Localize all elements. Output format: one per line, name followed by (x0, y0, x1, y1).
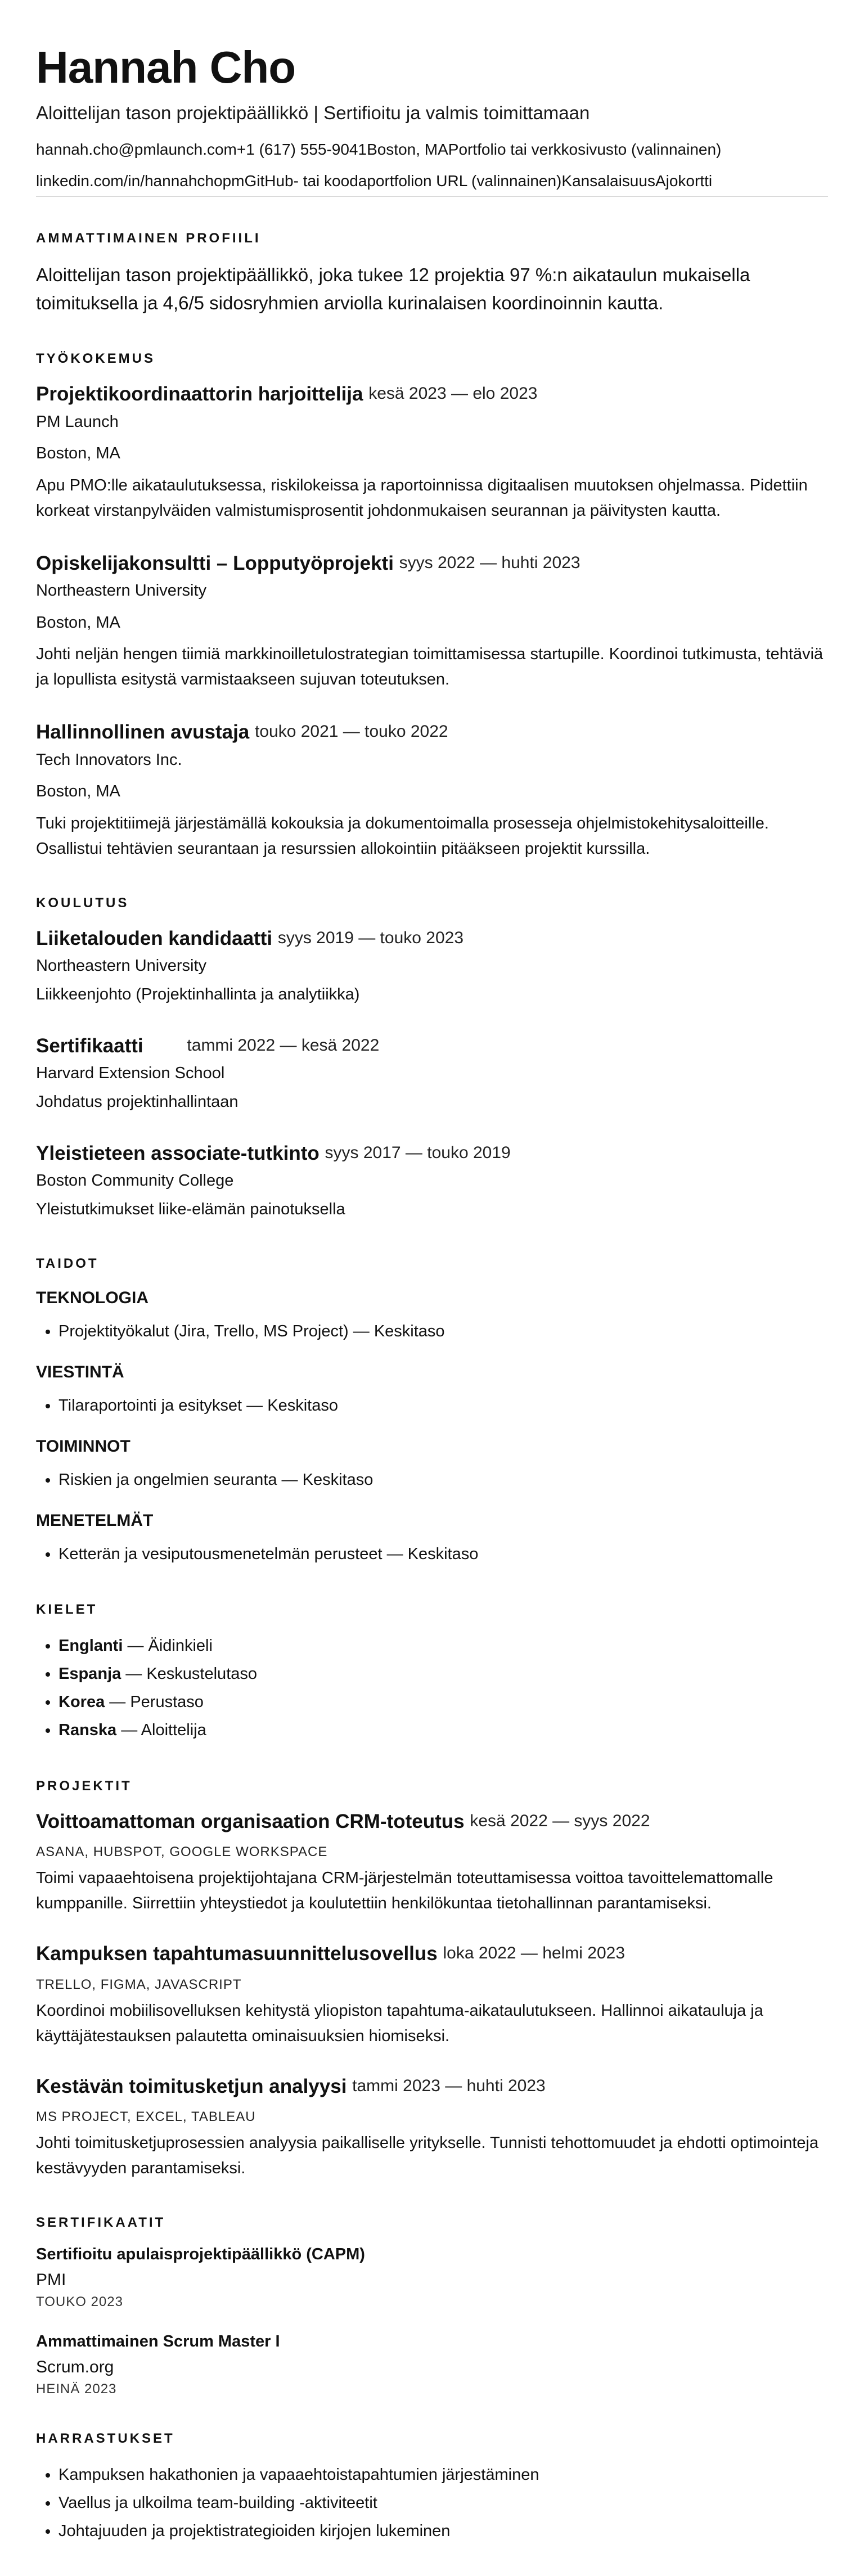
languages-section-title: KIELET (36, 1602, 98, 1618)
education-entry (36, 1033, 828, 1115)
certification-issuer: PMI (36, 2271, 66, 2290)
job-dates: kesä 2023 — elo 2023 (368, 384, 538, 403)
profile-section (36, 231, 828, 317)
language-level: — Perustaso (105, 1693, 204, 1712)
skill-list (36, 1541, 828, 1569)
job-title: Projektikoordinaattorin harjoittelija (36, 383, 363, 406)
language-name: Ranska (58, 1721, 117, 1740)
header-divider (36, 196, 828, 197)
employer: PM Launch (36, 412, 119, 431)
job-dates: syys 2022 — huhti 2023 (399, 553, 580, 572)
projects-section-title: PROJEKTIT (36, 1778, 132, 1794)
certifications-section (36, 2215, 828, 2397)
candidate-headline: Aloittelijan tason projektipäällikkö | Sertifioitu ja valmis toimittamaan (36, 102, 590, 123)
skills-section-title: TAIDOT (36, 1255, 99, 1271)
skill-category-title: MENETELMÄT (36, 1511, 154, 1530)
language-name: Englanti (58, 1637, 123, 1655)
skill-item: • Riskien ja ongelmien seuranta — Keskitaso (58, 1466, 828, 1494)
resume-header (36, 44, 828, 197)
job-location: Boston, MA (36, 613, 120, 632)
github-link[interactable]: GitHub- tai koodaportfolion URL (valinnainen) (244, 172, 562, 190)
phone-number[interactable]: +1 (617) 555-9041 (236, 140, 367, 158)
job-description: Tuki projektitiimejä järjestämällä kokouksia ja dokumentoimalla prosesseja ohjelmistokehitysaloitteille. Osallistui tehtävien seurantaan ja resurssien allokointiin pitääkseen projektit kurssilla. (36, 814, 769, 858)
job-description: Apu PMO:lle aikataulutuksessa, riskilokeissa ja raportoinnissa digitaalisen muutoksen ohjelmassa. Pidettiin korkeat virstanpylväiden valmistumisprosentit johdonmukaisen seurannan ja päivitysten kautta. (36, 476, 808, 520)
experience-section (36, 351, 828, 862)
project-dates: kesä 2022 — syys 2022 (470, 1811, 650, 1830)
portfolio-link[interactable]: Portfolio tai verkkosivusto (valinnainen) (448, 140, 722, 158)
hobby-item: • Johtajuuden ja projektistrategioiden kirjojen lukeminen (58, 2518, 828, 2546)
project-description: Koordinoi mobiilisovelluksen kehitystä yliopiston tapahtuma-aikataulutukseen. Hallinnoi aikatauluja ja käyttäjätestauksen palautetta ominaisuuksien hiomiseksi. (36, 2001, 763, 2045)
profile-section-title: AMMATTIMAINEN PROFIILI (36, 230, 261, 246)
hobby-item: • Kampuksen hakathonien ja vapaaehtoistapahtumien järjestäminen (58, 2461, 828, 2489)
project-title: Kestävän toimitusketjun analyysi (36, 2075, 347, 2097)
project-description: Johti toimitusketjuprosessien analyysia paikalliselle yritykselle. Tunnisti tehottomuudet ja ehdotti optimointeja kestävyyden parantamiseksi. (36, 2134, 819, 2178)
skill-category-title: TOIMINNOT (36, 1436, 130, 1456)
language-item (58, 1632, 828, 1660)
job-title: Opiskelijakonsultti – Lopputyöprojekti (36, 552, 394, 574)
education-entry (36, 926, 828, 1007)
institution: Boston Community College (36, 1172, 234, 1190)
field-of-study: Yleistutkimukset liike-elämän painotuksella (36, 1200, 345, 1219)
certification-date: HEINÄ 2023 (36, 2381, 117, 2397)
contact-line-2 (36, 169, 828, 193)
languages-section (36, 1602, 828, 1745)
job-location: Boston, MA (36, 782, 120, 801)
project-dates: loka 2022 — helmi 2023 (443, 1944, 626, 1963)
certification-name: Ammattimainen Scrum Master I (36, 2332, 280, 2351)
experience-entry (36, 381, 828, 524)
drivers-license-text: Ajokortti (655, 172, 713, 190)
project-tech-stack: MS PROJECT, EXCEL, TABLEAU (36, 2109, 256, 2125)
employer: Tech Innovators Inc. (36, 750, 182, 769)
linkedin-link[interactable]: linkedin.com/in/hannahchopm (36, 172, 245, 190)
contact-line-1 (36, 138, 828, 161)
certification-entry (36, 2245, 828, 2310)
language-level: — Aloittelija (116, 1721, 206, 1740)
employer: Northeastern University (36, 582, 206, 600)
skills-section (36, 1256, 828, 1569)
certification-date: TOUKO 2023 (36, 2294, 123, 2310)
candidate-name: Hannah Cho (36, 42, 296, 92)
language-name: Korea (58, 1693, 105, 1712)
language-name: Espanja (58, 1665, 122, 1683)
job-title: Hallinnollinen avustaja (36, 721, 250, 744)
degree-title: Liiketalouden kandidaatti (36, 927, 273, 949)
field-of-study: Johdatus projektinhallintaan (36, 1093, 238, 1111)
hobbies-section (36, 2431, 828, 2546)
education-section (36, 895, 828, 1222)
language-level: — Äidinkieli (123, 1637, 213, 1655)
education-dates: tammi 2022 — kesä 2022 (187, 1035, 380, 1055)
job-location: Boston, MA (36, 444, 120, 463)
citizenship-text: Kansalaisuus (561, 172, 655, 190)
language-list (36, 1632, 828, 1745)
skill-list (36, 1318, 828, 1346)
experience-section-title: TYÖKOKEMUS (36, 351, 156, 367)
field-of-study: Liikkeenjohto (Projektinhallinta ja analytiikka) (36, 985, 360, 1003)
language-item (58, 1717, 828, 1745)
project-entry (36, 1809, 828, 1916)
education-dates: syys 2017 — touko 2019 (325, 1143, 511, 1162)
institution: Northeastern University (36, 957, 206, 975)
hobbies-section-title: HARRASTUKSET (36, 2431, 175, 2447)
job-description: Johti neljän hengen tiimiä markkinoilletulostrategian toimittamisessa startupille. Koordinoi tutkimusta, tehtäviä ja lopullista esitystä varmistaakseen sujuvan toteutuksen. (36, 645, 824, 689)
skill-category-title: TEKNOLOGIA (36, 1288, 148, 1307)
project-dates: tammi 2023 — huhti 2023 (352, 2076, 546, 2095)
project-tech-stack: ASANA, HUBSPOT, GOOGLE WORKSPACE (36, 1844, 328, 1860)
skill-item: • Projektityökalut (Jira, Trello, MS Project) — Keskitaso (58, 1318, 828, 1346)
job-dates: touko 2021 — touko 2022 (255, 722, 448, 741)
project-entry (36, 2074, 828, 2181)
project-entry (36, 1941, 828, 2048)
education-dates: syys 2019 — touko 2023 (277, 928, 464, 947)
projects-section (36, 1778, 828, 2181)
skill-category-title: VIESTINTÄ (36, 1362, 124, 1381)
degree-title: Yleistieteen associate-tutkinto (36, 1142, 320, 1164)
degree-title: Sertifikaatti (36, 1034, 143, 1057)
certification-issuer: Scrum.org (36, 2358, 114, 2377)
project-title: Kampuksen tapahtumasuunnittelusovellus (36, 1943, 438, 1965)
project-tech-stack: TRELLO, FIGMA, JAVASCRIPT (36, 1976, 242, 1992)
experience-entry (36, 719, 828, 862)
education-section-title: KOULUTUS (36, 895, 129, 911)
skill-item: • Ketterän ja vesiputousmenetelmän perusteet — Keskitaso (58, 1541, 828, 1569)
language-item (58, 1660, 828, 1688)
language-level: — Keskustelutaso (121, 1665, 258, 1683)
skill-item: • Tilaraportointi ja esitykset — Keskitaso (58, 1392, 828, 1420)
education-entry (36, 1141, 828, 1222)
location-text: Boston, MA (367, 140, 448, 158)
certifications-section-title: SERTIFIKAATIT (36, 2215, 166, 2231)
certification-name: Sertifioitu apulaisprojektipäällikkö (CAPM) (36, 2245, 365, 2264)
hobby-item: • Vaellus ja ulkoilma team-building -aktiviteetit (58, 2489, 828, 2518)
hobby-list (36, 2461, 828, 2546)
skill-list (36, 1466, 828, 1494)
project-description: Toimi vapaaehtoisena projektijohtajana CRM-järjestelmän toteuttamisessa voittoa tavoittelemattomalle kumppanille. Siirrettiin yhteystiedot ja koulutettiin henkilökuntaa tietohallinnan parantamiseksi. (36, 1869, 773, 1913)
skill-list (36, 1392, 828, 1420)
institution: Harvard Extension School (36, 1064, 225, 1083)
profile-summary: Aloittelijan tason projektipäällikkö, joka tukee 12 projektia 97 %:n aikataulun mukaisella toimituksella ja 4,6/5 sidosryhmien arviolla kurinalaisen koordinoinnin kautta. (36, 264, 750, 314)
email-link[interactable]: hannah.cho@pmlaunch.com (36, 140, 237, 158)
experience-entry (36, 551, 828, 693)
project-title: Voittoamattoman organisaation CRM-toteutus (36, 1810, 465, 1832)
certification-entry (36, 2332, 828, 2397)
language-item (58, 1688, 828, 1717)
